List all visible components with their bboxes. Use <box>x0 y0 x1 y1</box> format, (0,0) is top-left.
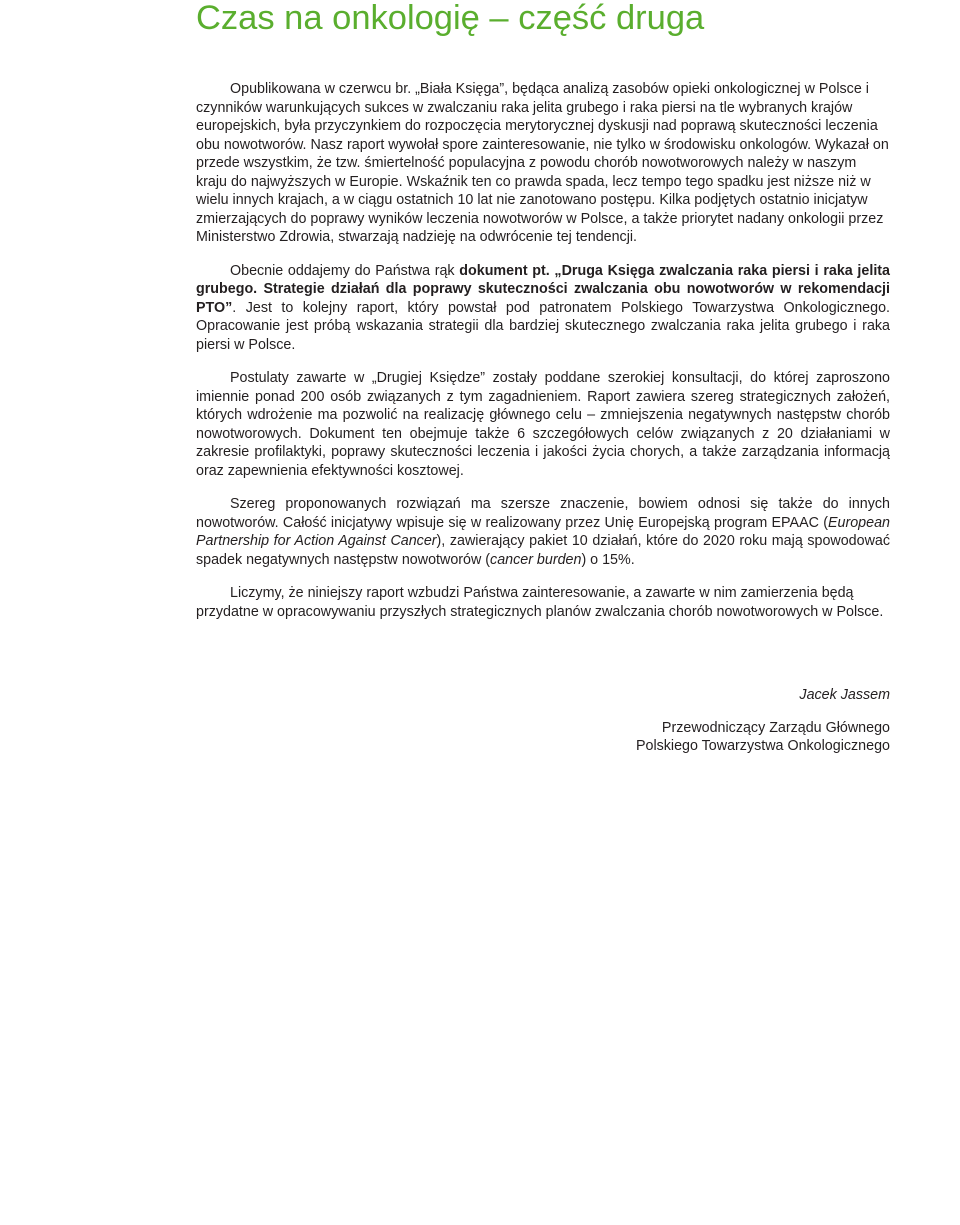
paragraph-document-announcement <box>196 262 890 355</box>
italic-term: European Partnership for Action Against Cancer <box>196 514 890 549</box>
paragraph-epaac <box>196 495 890 569</box>
document-title-bold: dokument pt. „Druga Księga zwalczania raka piersi i raka jelita grubego. Strategie działań dla poprawy skuteczności zwalczania obu nowotworów w rekomendacji PTO” <box>196 262 891 316</box>
document-body <box>196 80 890 636</box>
signature-block <box>636 686 890 756</box>
paragraph-text: Obecnie oddajemy do Państwa rąk <box>230 262 460 279</box>
paragraph-intro: Opublikowana w czerwcu br. „Biała Księga”, będąca analizą zasobów opieki onkologicznej w Polsce i czynników warunkujących sukces w zwalczaniu raka jelita grubego i raka piersi na tle wybranych krajów europejskich, była przyczynkiem do rozpoczęcia merytorycznej dyskusji nad poprawą skuteczności leczenia obu nowotworów. Nasz raport wywołał spore zainteresowanie, nie tylko w środowisku onkologów. Wykazał on przede wszystkim, że tzw. śmiertelność populacyjna z powodu chorób nowotworowych należy w naszym kraju do najwyższych w Europie. Wskaźnik ten co prawda spada, lecz tempo tego spadku jest niższe niż w wielu innych krajach, a w ciągu ostatnich 10 lat nie zanotowano postępu. Kilka podjętych ostatnio inicjatyw zmierzających do poprawy wyników leczenia nowotworów w Polsce, a także priorytet nadany onkologii przez Ministerstwo Zdrowia, stwarzają nadzieję na odwrócenie tej tendencji. <box>196 81 889 245</box>
signature-role-line-1: Przewodniczący Zarządu Głównego <box>661 719 890 736</box>
paragraph-text: . Jest to kolejny raport, który powstał pod patronatem Polskiego Towarzystwa Onkologicznego. Opracowanie jest próbą wskazania strategii dla bardziej skutecznego zwalczania raka jelita grubego i raka piersi w Polsce. <box>196 299 890 353</box>
paragraph-postulates: Postulaty zawarte w „Drugiej Księdze” zostały poddane szerokiej konsultacji, do której zaproszono imiennie ponad 200 osób związanych z tym zagadnieniem. Raport zawiera szereg strategicznych założeń, których wdrożenie ma pozwolić na realizację głównego celu – zmniejszenia negatywnych następstw chorób nowotworowych. Dokument ten obejmuje także 6 szczegółowych celów związanych z 20 działaniami w zakresie profilaktyki, poprawy skuteczności leczenia i jakości życia chorych, a także zarządzania informacją oraz zapewnienia efektywności kosztowej. <box>196 370 890 479</box>
signature-role-line-2: Polskiego Towarzystwa Onkologicznego <box>635 738 890 754</box>
signature-name: Jacek Jassem <box>799 687 890 703</box>
paragraph-text: ), zawierający pakiet 10 działań, które do 2020 roku mają spowodować spadek negatywnych następstw nowotworów ( <box>196 533 890 568</box>
italic-term: cancer burden <box>490 551 582 568</box>
paragraph-text: ) o 15%. <box>581 551 635 568</box>
paragraph-closing: Liczymy, że niniejszy raport wzbudzi Państwa zainteresowanie, a zawarte w nim zamierzenia będą przydatne w opracowywaniu przyszłych strategicznych planów zwalczania chorób nowotworowych w Polsce. <box>196 585 884 620</box>
paragraph-text: Szereg proponowanych rozwiązań ma szersze znaczenie, bowiem odnosi się także do innych nowotworów. Całość inicjatywy wpisuje się w realizowany przez Unię Europejską program EPAAC ( <box>196 496 890 531</box>
page-title: Czas na onkologię – część druga <box>196 0 705 37</box>
